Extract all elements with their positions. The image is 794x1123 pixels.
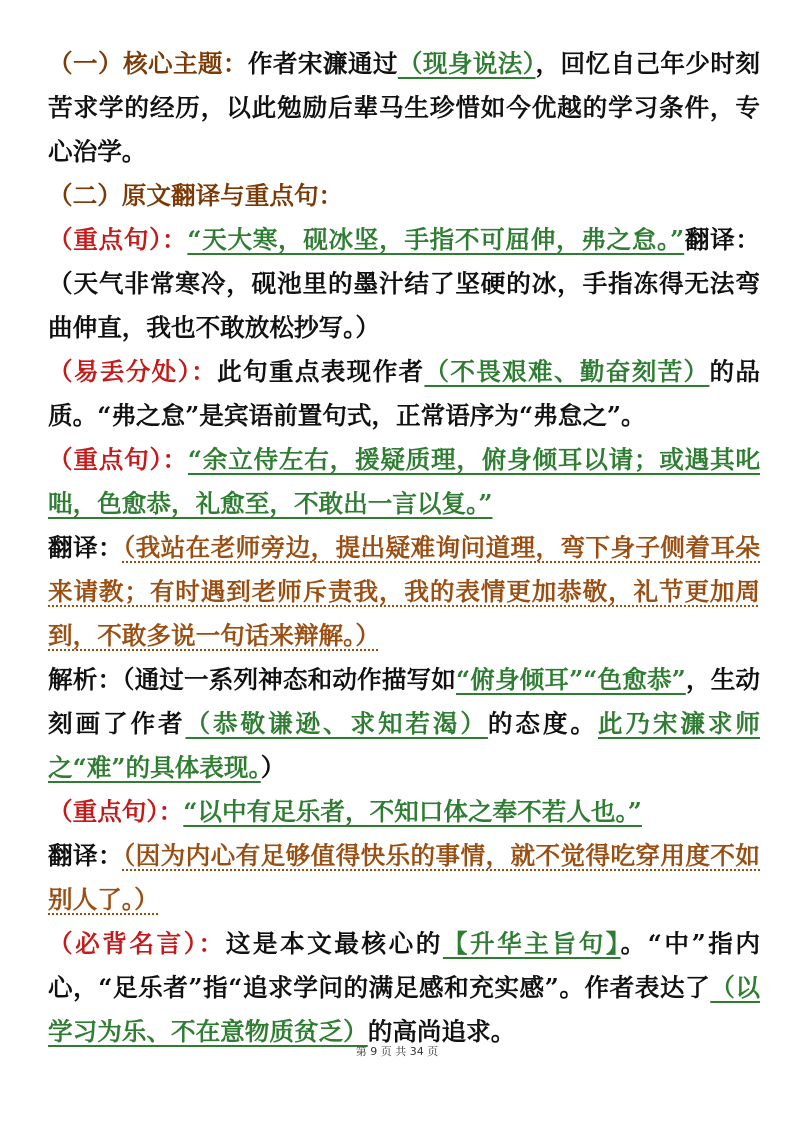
- core-theme-label: （一）核心主题：: [48, 49, 248, 78]
- famous-quote-text-1: 这是本文最核心的: [225, 929, 443, 958]
- easy-mistake-label: （易丢分处）：: [48, 357, 218, 386]
- page-footer: 第 9 页 共 34 页: [355, 1045, 439, 1058]
- key-sentence-2-translation-label: 翻译：: [48, 533, 123, 562]
- translation-section-heading: （二）原文翻译与重点句：: [48, 181, 344, 210]
- easy-mistake-text-2: 的品质。“弗之怠”是宾语前置句式，正常语序为“弗怠之”。: [48, 357, 760, 430]
- core-theme-text-1: 作者宋濂通过: [247, 49, 398, 78]
- easy-mistake-text-1: 此句重点表现作者: [217, 357, 425, 386]
- analysis-quote-2: 此乃宋濂求师之“难”的具体表现。: [48, 709, 760, 782]
- easy-mistake-paragraph: [48, 350, 760, 438]
- key-sentence-1: [48, 218, 760, 350]
- page-body: [48, 42, 760, 1054]
- famous-quote-text-3: 的高尚追求。: [367, 1017, 516, 1046]
- famous-quote-tag: 【升华主旨句】: [442, 929, 621, 958]
- key-sentence-2-translation-text: （我站在老师旁边，提出疑难询问道理，弯下身子侧着耳朵来请教；有时遇到老师斥责我，我的表情更加恭敬，礼节更加周到，不敢多说一句话来辩解。）: [48, 533, 760, 650]
- core-theme-paragraph: [48, 42, 760, 174]
- key-sentence-3-translation-text: （因为内心有足够值得快乐的事情，就不觉得吃穿用度不如别人了。）: [48, 841, 760, 914]
- analysis-quote-1: “俯身倾耳”“色愈恭”: [455, 665, 686, 694]
- analysis-blank: （恭敬谦逊、求知若渴）: [185, 709, 488, 738]
- easy-mistake-blank: （不畏艰难、勤奋刻苦）: [424, 357, 710, 386]
- key-sentence-2-translation: [48, 526, 760, 658]
- key-sentence-3-label: （重点句）：: [48, 797, 184, 826]
- analysis-text-2: ，生动刻画了作者: [48, 665, 761, 738]
- famous-quote-blank: （以学习为乐、不在意物质贫乏）: [48, 973, 760, 1046]
- analysis-end: ）: [260, 753, 286, 782]
- famous-quote-paragraph: [48, 922, 760, 1054]
- key-sentence-3-translation: [48, 834, 760, 922]
- famous-quote-text-2: 。“中”指内心，“足乐者”指“追求学问的满足感和充实感”。作者表达了: [48, 929, 761, 1002]
- key-sentence-2-quote: “余立侍左右，援疑质理，俯身倾耳以请；或遇其叱咄，色愈恭，礼愈至，不敢出一言以复。”: [48, 445, 760, 518]
- key-sentence-3: [48, 790, 760, 834]
- analysis-text-3: 的态度。: [487, 709, 598, 738]
- core-theme-text-2: ，回忆自己年少时刻苦求学的经历，以此勉励后辈马生珍惜如今优越的学习条件，专心治学。: [48, 49, 760, 166]
- famous-quote-label: （必背名言）：: [48, 929, 226, 958]
- core-theme-blank: （现身说法）: [397, 49, 536, 78]
- key-sentence-1-quote: “天大寒，砚冰坚，手指不可屈伸，弗之怠。”: [187, 225, 685, 254]
- key-sentence-1-label: （重点句）：: [48, 225, 188, 254]
- analysis-text-1: 解析：（通过一系列神态和动作描写如: [48, 665, 456, 694]
- key-sentence-2-analysis: [48, 658, 760, 790]
- key-sentence-2-label: （重点句）：: [48, 445, 188, 474]
- key-sentence-3-translation-label: 翻译：: [48, 841, 123, 870]
- key-sentence-1-translation: 翻译：（天气非常寒冷，砚池里的墨汁结了坚硬的冰，手指冻得无法弯曲伸直，我也不敢放松抄写。）: [48, 225, 761, 342]
- key-sentence-3-quote: “以中有足乐者，不知口体之奉不若人也。”: [183, 797, 642, 826]
- key-sentence-2: [48, 438, 760, 526]
